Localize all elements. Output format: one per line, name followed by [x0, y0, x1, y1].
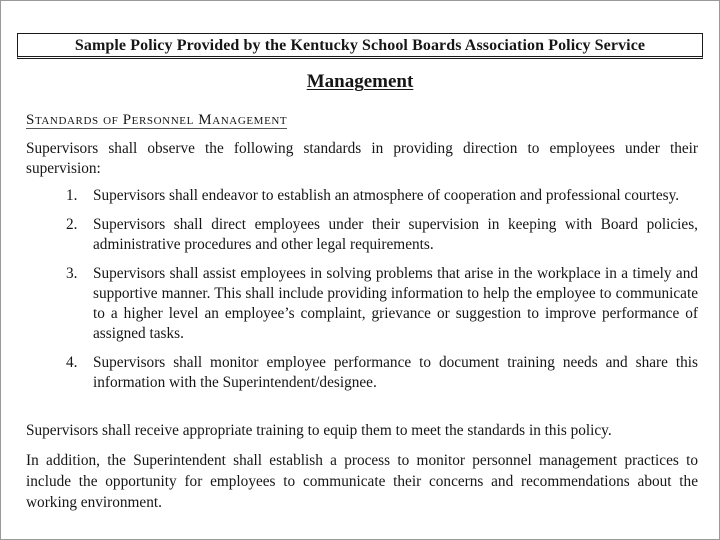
- list-item: [66, 186, 698, 206]
- list-item-number: 3.: [66, 265, 78, 282]
- training-paragraph: Supervisors shall receive appropriate training to equip them to meet the standards in this policy.: [26, 422, 612, 439]
- policy-banner: [17, 33, 703, 59]
- policy-banner-text: Sample Policy Provided by the Kentucky School Boards Association Policy Service: [74, 37, 646, 54]
- section-title: [0, 70, 720, 94]
- list-item-number: 1.: [66, 187, 78, 204]
- list-item-number: 4.: [66, 354, 78, 371]
- intro-paragraph: Supervisors shall observe the following standards in providing direction to employees under their supervision:: [26, 140, 698, 177]
- list-item-text: Supervisors shall endeavor to establish an atmosphere of cooperation and professional courtesy.: [93, 187, 680, 204]
- list-item-text: Supervisors shall monitor employee performance to document training needs and share this information with the Superintendent/designee.: [93, 354, 698, 391]
- standards-list: [66, 186, 698, 402]
- list-item: [66, 353, 698, 393]
- list-item-text: Supervisors shall assist employees in solving problems that arise in the workplace in a timely and supportive manner. This shall include providing information to help the employee to communicate to a higher level an employee’s complaint, grievance or suggestion to improve performance of assigned tasks.: [93, 265, 698, 342]
- policy-heading: Standards of Personnel Management: [26, 112, 288, 128]
- list-item-text: Supervisors shall direct employees under their supervision in keeping with Board policies, administrative procedures and other legal requirements.: [93, 216, 698, 253]
- section-title-text: Management: [306, 71, 414, 92]
- list-item-number: 2.: [66, 216, 78, 233]
- list-item: [66, 264, 698, 344]
- list-item: [66, 215, 698, 255]
- addition-paragraph: In addition, the Superintendent shall establish a process to monitor personnel management practices to include the opportunity for employees to communicate their concerns and recommendations about the working environment.: [26, 452, 698, 511]
